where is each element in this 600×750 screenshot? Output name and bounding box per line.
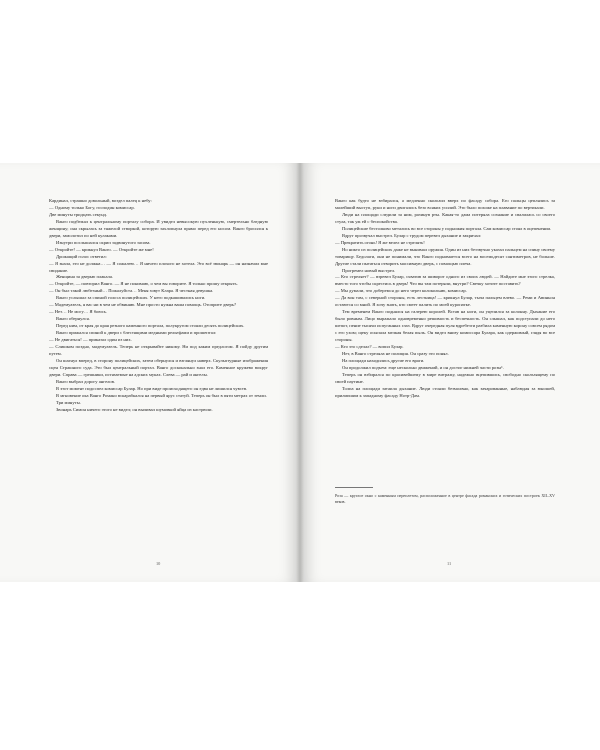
page-number: 10 <box>156 561 161 566</box>
left-page-text <box>49 198 268 414</box>
paragraph: — Откройте! — крикнул Ванго. — Откройте же мне! <box>49 246 154 252</box>
paragraph: В мгновение ока Ванго Романо вскарабкался на первый ярус статуй. Теперь он был в пяти метрах от земли. <box>56 392 267 398</box>
paragraph: Прогремел новый выстрел. <box>342 267 396 273</box>
paragraph: Ванго услышал за спиной голоса полицейских. У него подкашивались ноги. <box>56 295 206 301</box>
page-number: 11 <box>447 561 452 566</box>
paragraph: Ванго обернулся. <box>56 316 90 322</box>
paragraph: — Да вон там, с северной стороны, есть лестница! — крикнул Булар, тыча пальцем влево. — Реми и Авиньон остаются со мной. Я хочу знать, кто смеет палить по моей куропатке. <box>335 295 555 308</box>
paragraph: Тем временем Ванго поднялся на галерею королей. Встав на ноги, он уцепился за колонну. Дыхание его было ровным. Лицо выражало одновременно решимость и беспечность. Он слышал, как подступали до него шепот, пение тысячи испуганных глаз. Вдруг очередная пуля вдребезги разбила каменную корону совсем рядом с его ухом; щеку осыпала мелкая белая пыль. Он видел внизу комиссара Булара, как одержимый, глядя во все стороны. <box>335 309 555 343</box>
paragraph: Звонарь Симон ничего этого не видел; он выпивал шумовкой яйца из кастрюли. <box>56 406 213 412</box>
paragraph: — Кто это сделал? — вопил Булар. <box>335 344 404 350</box>
paragraph: — Мы думали, что доберемся до него через колокольню, комиссар. <box>335 288 467 294</box>
paragraph: Перед ним, от края до края резного каменного портала, полукругом стояли десять полицейских. <box>56 323 245 329</box>
book-spread <box>0 163 600 582</box>
paragraph: Он шагнул вперед, в сторону полицейских, затем обернулся и взглянул наверх. Скульптурные изображения сцен Страшного суда. Это был центральный портал. Ванго досконально знал его. Каменное кружево вокруг двери. Справа — грешники, истязаемые на адских муках. Слева — рай и ангелы. <box>49 357 268 377</box>
paragraph: — Нет… Не могу… Я боюсь. <box>49 309 108 315</box>
paragraph: Дрожащий голос ответил: <box>56 253 107 259</box>
paragraph: — Откройте, — повторил Ванго. — Я не понимаю, о чем вы говорите. Я только прошу открыть. <box>49 281 238 287</box>
paragraph: На площади находились другие его враги. <box>342 357 425 363</box>
paragraph: — Мадемуазель, я вас ни в чем не обвиняю. Мне просто нужна ваша помощь. Отоприте дверь? <box>49 302 236 308</box>
paragraph: Изнутри послышался скрип задвинутого засова. <box>56 239 151 245</box>
paragraph: Ванго прижался спиной к двери с блестящими медными рельефами и прошептал: <box>56 330 217 336</box>
paragraph: Нет, в Ванго стреляла не полиция. Он сразу это понял. <box>342 350 449 356</box>
paragraph: Ванго как будто не взбирался, а медленно скользил вверх по фасаду собора. Его пальцы цеплялись за малейший выступ, руки и ноги двигались безо всяких усилий. Это было похоже на плавание по вертикали. <box>335 198 555 210</box>
paragraph: Люди на площади следили за ним, разинув рты. Какая-то дама потеряла сознание и свалилась со своего стула, так уж ей с беспокойства. <box>335 211 555 224</box>
footnote: Роза — круглое окно с каменным переплетом, расположенное в центре фасада романских и готических построек XII–XV веков. <box>335 493 555 504</box>
paragraph: Теперь он взбирался по красивейшему в мире витражу, надежно вцепившись, свободно скользящему по своей паутине. <box>335 371 555 384</box>
paragraph: В этот момент подоспел комиссар Булар. Но при виде происходящего он едва не лишился чувств. <box>56 385 248 391</box>
right-page-text <box>335 198 555 400</box>
paragraph: — Одному только Богу, господин комиссар. <box>49 204 135 210</box>
paragraph: — Прекратить огонь! Я же велел не стрелять! <box>335 239 425 245</box>
right-page <box>301 163 600 582</box>
footnote-rule <box>335 487 373 488</box>
paragraph: Ванго подбежал к центральному порталу собора. И увидел невысокую пухленькую, смертельно бледную женщину; она скрылась за тяжелой створкой, которую захлопнула прямо перед его носом. Ванго бросился к двери, замолотил по ней кулаками. <box>49 218 268 238</box>
paragraph: Он продолжил подъем: еще несколько движений, и он достиг нижней части розы¹. <box>342 364 504 370</box>
paragraph: Кардинал, страшно довольный, воздел палец к небу: <box>49 198 152 203</box>
left-page <box>0 163 299 582</box>
paragraph: — Он был такой любезный… Пожалуйста… Меня зовут Клара. Я честная девушка. <box>49 288 214 294</box>
paragraph: — Слишком поздно, мадемуазель. Теперь не открывайте никому. Ни под каким предлогом. Я пойду другим путем. <box>49 344 268 356</box>
paragraph: Ванго выбрал дорогу ангелов. <box>56 378 116 384</box>
paragraph: — Я знала, это не должна… — Я сожалею… Я ничего плохого не хотела. Это всё звонарь — он назначил мне свидание. <box>49 260 268 273</box>
paragraph: Толпа на площади затаила дыхание. Люди стояли безмолвно, как зачарованные, наблюдая за юношей, прилипшим к западному фасаду Нотр-Дам. <box>335 385 555 398</box>
paragraph: Две минуты тридцать секунд. <box>49 211 108 217</box>
paragraph: — Кто стреляет? — взревел Булар, схватив за шиворот одного из своих людей. — Найдите мне этого стрелка, вместо того чтобы скрестись в дверь! Что вы там потеряли, внутри? Свечку хотите поставить? <box>335 274 555 287</box>
paragraph: Полицейские бестолково метались во все стороны у подножия портала. Сам комиссар стоял в оцепенении. <box>342 225 552 231</box>
paragraph: Женщина за дверью плакала. <box>56 274 114 280</box>
paragraph: Три минуты. <box>56 399 81 405</box>
paragraph: — Не двигаться! — приказал один из них. <box>49 337 132 343</box>
paragraph: Вдруг прозвучал выстрел. Булар с трудом перевел дыхание и закричал: <box>342 232 482 238</box>
paragraph: Но никто из полицейских даже не вынимал оружия. Один из них беззвучно указал пальцем на спину своему товарищу. Бедолаги, они не понимали, что Ванго поднимается всего на восемьдесят сантиметров, не больше. Другие стали пытаться отворить массивную дверь, с помощью плеча. <box>335 246 555 266</box>
book-gutter <box>296 163 304 582</box>
